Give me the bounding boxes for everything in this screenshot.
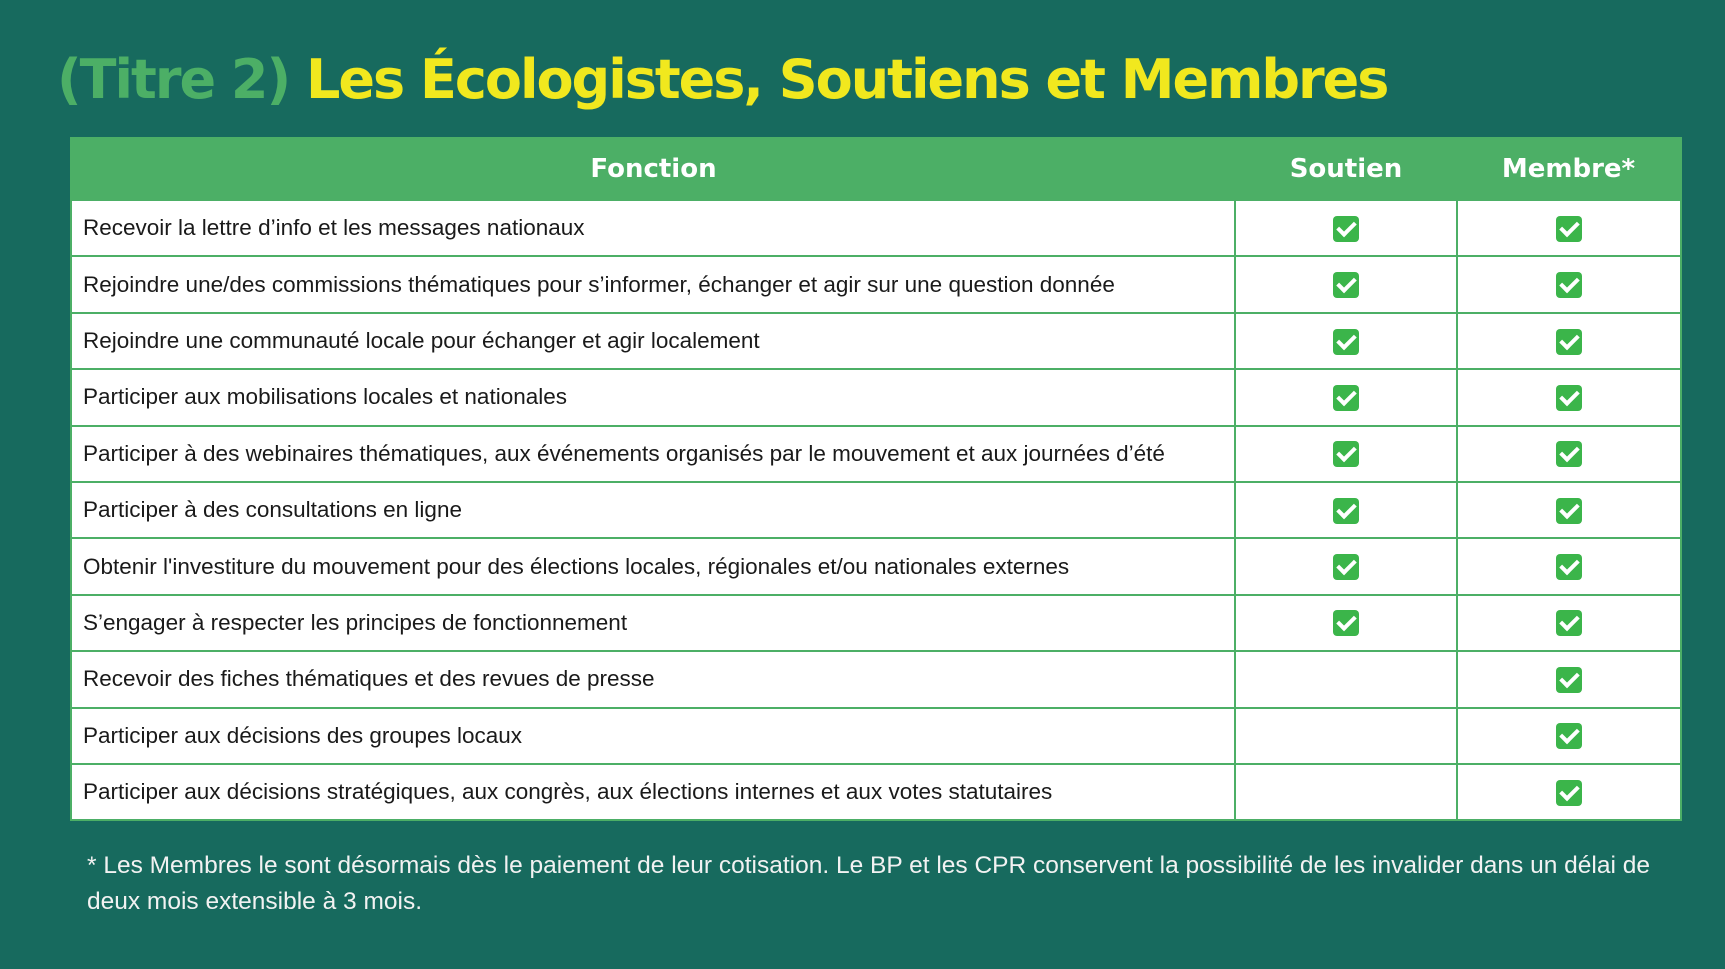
table-row xyxy=(71,651,1681,707)
check-mark-icon xyxy=(1556,554,1582,580)
check-mark-icon xyxy=(1556,272,1582,298)
cell-soutien xyxy=(1235,256,1457,312)
table-row xyxy=(71,426,1681,482)
cell-membre xyxy=(1457,256,1681,312)
table-row xyxy=(71,369,1681,425)
header-row xyxy=(71,138,1681,200)
check-mark-icon xyxy=(1333,610,1359,636)
check-mark-icon xyxy=(1556,441,1582,467)
cell-fonction: Participer aux décisions stratégiques, aux congrès, aux élections internes et aux votes statutaires xyxy=(71,764,1235,820)
cell-membre xyxy=(1457,313,1681,369)
cell-fonction: Rejoindre une/des commissions thématiques pour s’informer, échanger et agir sur une question donnée xyxy=(71,256,1235,312)
cell-membre xyxy=(1457,369,1681,425)
cell-membre xyxy=(1457,426,1681,482)
check-mark-icon xyxy=(1556,385,1582,411)
cell-fonction: Participer aux décisions des groupes locaux xyxy=(71,708,1235,764)
cell-soutien xyxy=(1235,426,1457,482)
cell-soutien xyxy=(1235,764,1457,820)
check-mark-icon xyxy=(1333,329,1359,355)
check-mark-icon xyxy=(1333,441,1359,467)
check-mark-icon xyxy=(1556,610,1582,636)
cell-soutien xyxy=(1235,651,1457,707)
cell-fonction: Obtenir l'investiture du mouvement pour des élections locales, régionales et/ou nationales externes xyxy=(71,538,1235,594)
table-row xyxy=(71,256,1681,312)
page-title xyxy=(57,40,1387,120)
table-body xyxy=(71,200,1681,820)
cell-membre xyxy=(1457,595,1681,651)
footnote: * Les Membres le sont désormais dès le paiement de leur cotisation. Le BP et les CPR conservent la possibilité de les invalider dans un délai de deux mois extensible à 3 mois. xyxy=(87,852,1650,915)
cell-soutien xyxy=(1235,313,1457,369)
cell-fonction: Recevoir des fiches thématiques et des revues de presse xyxy=(71,651,1235,707)
cell-fonction: S’engager à respecter les principes de fonctionnement xyxy=(71,595,1235,651)
table-row xyxy=(71,764,1681,820)
table-header xyxy=(71,138,1681,200)
table-row xyxy=(71,200,1681,256)
check-mark-icon xyxy=(1333,216,1359,242)
cell-fonction: Participer aux mobilisations locales et nationales xyxy=(71,369,1235,425)
title-prefix: (Titre 2) xyxy=(57,48,290,111)
check-mark-icon xyxy=(1556,329,1582,355)
table-row xyxy=(71,313,1681,369)
cell-soutien xyxy=(1235,200,1457,256)
cell-soutien xyxy=(1235,595,1457,651)
table-row xyxy=(71,482,1681,538)
cell-fonction: Recevoir la lettre d’info et les messages nationaux xyxy=(71,200,1235,256)
check-mark-icon xyxy=(1556,216,1582,242)
table-row xyxy=(71,708,1681,764)
check-mark-icon xyxy=(1333,385,1359,411)
functions-table xyxy=(70,137,1682,821)
cell-membre xyxy=(1457,764,1681,820)
header-soutien: Soutien xyxy=(1235,138,1457,200)
cell-membre xyxy=(1457,200,1681,256)
check-mark-icon xyxy=(1556,667,1582,693)
cell-fonction: Participer à des consultations en ligne xyxy=(71,482,1235,538)
cell-soutien xyxy=(1235,482,1457,538)
title-main: Les Écologistes, Soutiens et Membres xyxy=(305,48,1388,111)
cell-membre xyxy=(1457,651,1681,707)
check-mark-icon xyxy=(1556,780,1582,806)
header-membre: Membre* xyxy=(1457,138,1681,200)
cell-fonction: Rejoindre une communauté locale pour échanger et agir localement xyxy=(71,313,1235,369)
check-mark-icon xyxy=(1556,498,1582,524)
cell-membre xyxy=(1457,538,1681,594)
check-mark-icon xyxy=(1333,498,1359,524)
cell-soutien xyxy=(1235,538,1457,594)
check-mark-icon xyxy=(1556,723,1582,749)
table-row xyxy=(71,538,1681,594)
cell-fonction: Participer à des webinaires thématiques, aux événements organisés par le mouvement et aux journées d’été xyxy=(71,426,1235,482)
check-mark-icon xyxy=(1333,554,1359,580)
cell-membre xyxy=(1457,482,1681,538)
table-row xyxy=(71,595,1681,651)
header-fonction: Fonction xyxy=(71,138,1235,200)
cell-soutien xyxy=(1235,708,1457,764)
check-mark-icon xyxy=(1333,272,1359,298)
cell-soutien xyxy=(1235,369,1457,425)
cell-membre xyxy=(1457,708,1681,764)
